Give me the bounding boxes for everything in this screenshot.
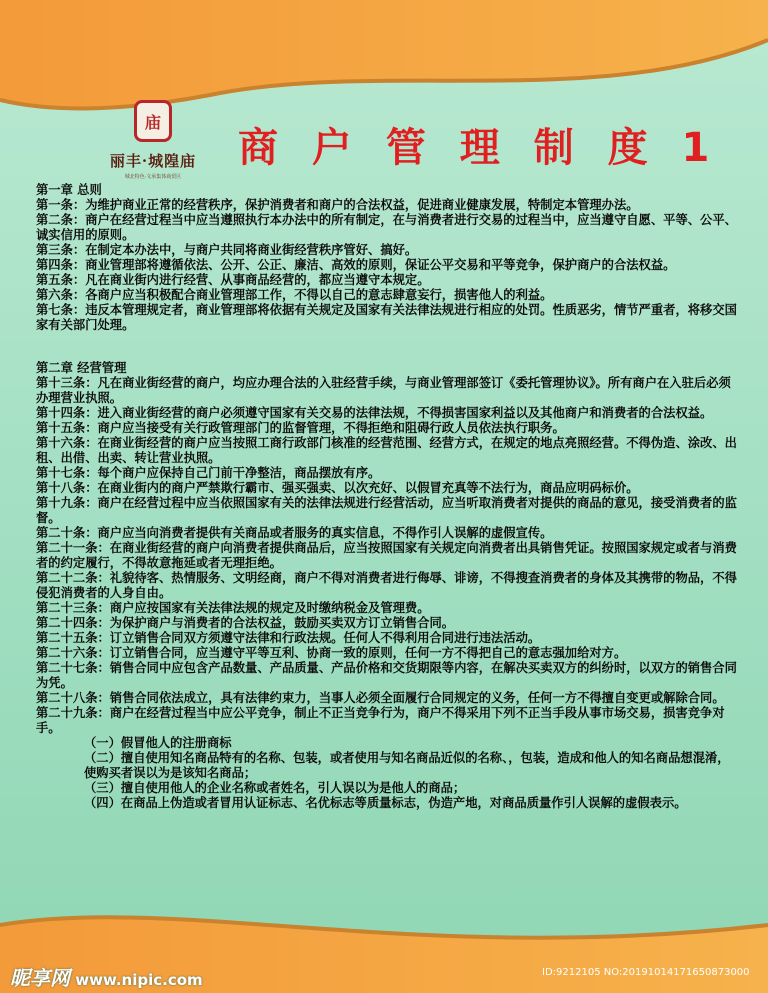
article-line: 第四条：商业管理部将遵循依法、公开、公正、廉洁、高效的原则，保证公平交易和平等竞争，保护商户的合法权益。 [36, 258, 676, 272]
sub-item: （一）假冒他人的注册商标 [84, 736, 232, 750]
brand-tagline: 城北特色·文承集体商贸区 [124, 174, 182, 180]
brand-logo [108, 100, 198, 180]
article-line: 第二十八条：销售合同依法成立，具有法律约束力，当事人必须全面履行合同规定的义务，任何一方不得擅自变更或解除合同。 [36, 691, 725, 705]
article-line: 第二十六条：订立销售合同，应当遵守平等互利、协商一致的原则，任何一方不得把自己的意志强加给对方。 [36, 646, 627, 660]
brand-name: 丽丰·城隍庙 [109, 152, 197, 170]
watermark-brand [10, 962, 203, 991]
article-line: 第十六条：在商业街经营的商户应当按照工商行政部门核准的经营范围、经营方式，在规定的地点亮照经营。不得伪造、涂改、出租、出借、出卖、转让营业执照。 [36, 436, 737, 465]
article-line: 第二十二条：礼貌待客、热情服务、文明经商，商户不得对消费者进行侮辱、诽谤，不得搜查消费者的身体及其携带的物品，不得侵犯消费者的人身自由。 [36, 571, 737, 600]
article-line: 第二十五条：订立销售合同双方须遵守法律和行政法规。任何人不得利用合同进行违法活动。 [36, 631, 541, 645]
watermark-id: ID:9212105 NO:20191014171650873000 [542, 967, 750, 978]
article-line: 第十五条：商户应当接受有关行政管理部门的监督管理，不得拒绝和阻碍行政人员依法执行职务。 [36, 421, 565, 435]
article-line: 第三条：在制定本办法中，与商户共同将商业街经营秩序管好、搞好。 [36, 243, 418, 257]
article-line: 第七条：违反本管理规定者，商业管理部将依据有关规定及国家有关法律法规进行相应的处罚。性质恶劣，情节严重者，将移交国家有关部门处理。 [36, 303, 737, 332]
sub-item: （三）擅自使用他人的企业名称或者姓名，引人误以为是他人的商品； [84, 781, 466, 795]
sub-item: （二）擅自使用知名商品特有的名称、包装，或者使用与知名商品近似的名称、，包装，造成和他人的知名商品想混淆，使购买者误以为是该知名商品； [84, 751, 730, 780]
article-line: 第二十九条：商户在经营过程当中应公平竞争，制止不正当竞争行为，商户不得采用下列不正当手段从事市场交易，损害竞争对手。 [36, 706, 725, 735]
article-line: 第六条：各商户应当积极配合商业管理部工作，不得以自己的意志肆意妄行，损害他人的利益。 [36, 288, 553, 302]
watermark-brand-name: 昵享网 [10, 966, 70, 990]
chapter-2-heading: 第二章 经营管理 [36, 361, 127, 375]
article-line: 第二十条：商户应当向消费者提供有关商品或者服务的真实信息，不得作引人误解的虚假宣传。 [36, 526, 553, 540]
article-line: 第十七条：每个商户应保持自己门前干净整洁，商品摆放有序。 [36, 466, 381, 480]
article-line: 第二十四条：为保护商户与消费者的合法权益，鼓励买卖双方订立销售合同。 [36, 616, 455, 630]
article-line: 第一条：为维护商业正常的经营秩序，保护消费者和商户的合法权益，促进商业健康发展，特制定本管理办法。 [36, 198, 639, 212]
sub-item: （四）在商品上伪造或者冒用认证标志、名优标志等质量标志，伪造产地，对商品质量作引人误解的虚假表示。 [84, 796, 687, 810]
seal-icon: 庙 [134, 100, 172, 142]
article-line: 第十四条：进入商业街经营的商户必须遵守国家有关交易的法律法规，不得损害国家利益以及其他商户和消费者的合法权益。 [36, 406, 713, 420]
regulation-body [36, 183, 738, 811]
article-line: 第五条：凡在商业街内进行经营、从事商品经营的，都应当遵守本规定。 [36, 273, 430, 287]
article-line: 第二十一条：在商业街经营的商户向消费者提供商品后，应当按照国家有关规定向消费者出具销售凭证。按照国家规定或者与消费者的约定履行，不得故意拖延或者无理拒绝。 [36, 541, 737, 570]
article-line: 第二十七条：销售合同中应包含产品数量、产品质量、产品价格和交货期限等内容，在解决买卖双方的纠纷时，以双方的销售合同为凭。 [36, 661, 737, 690]
watermark-url: www.nipic.com [75, 971, 203, 989]
article-line: 第十八条：在商业街内的商户严禁欺行霸市、强买强卖、以次充好、以假冒充真等不法行为，商品应明码标价。 [36, 481, 639, 495]
article-line: 第二十三条：商户应按国家有关法律法规的规定及时缴纳税金及管理费。 [36, 601, 430, 615]
page-title: 商 户 管 理 制 度 1 [238, 125, 720, 171]
chapter-1-heading: 第一章 总则 [36, 183, 102, 197]
article-line: 第二条：商户在经营过程当中应当遵照执行本办法中的所有制定，在与消费者进行交易的过程当中，应当遵守自愿、平等、公平、诚实信用的原则。 [36, 213, 737, 242]
article-line: 第十三条：凡在商业街经营的商户，均应办理合法的入驻经营手续，与商业管理部签订《委托管理协议》。所有商户在入驻后必须办理营业执照。 [36, 376, 731, 405]
article-line: 第十九条：商户在经营过程中应当依照国家有关的法律法规进行经营活动，应当听取消费者对提供的商品的意见，接受消费者的监督。 [36, 496, 737, 525]
